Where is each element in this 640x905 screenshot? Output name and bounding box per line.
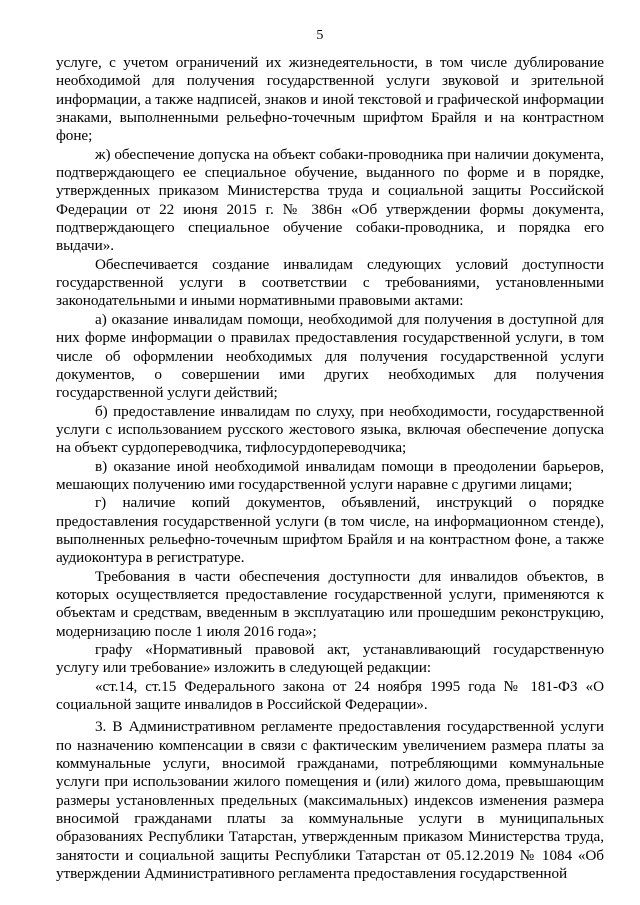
paragraph-law-reference: «ст.14, ст.15 Федерального закона от 24 ноября 1995 года № 181-ФЗ «О социальной защите инвалидов в Российской Федерации».: [56, 677, 604, 714]
document-body: [56, 54, 604, 883]
page-number: 5: [316, 28, 324, 43]
paragraph-item-b: б) предоставление инвалидам по слуху, при необходимости, государственной услуги с использованием русского жестового языка, включая обеспечение допуска на объект сурдопереводчика, тифлосурдопереводчика;: [56, 402, 604, 457]
paragraph-item-v: в) оказание иной необходимой инвалидам помощи в преодолении барьеров, мешающих получению ими государственной услуги наравне с другими лицами;: [56, 457, 604, 493]
paragraph-item-a: а) оказание инвалидам помощи, необходимой для получения в доступной для них форме информации о правилах предоставления государственной услуги, в том числе об оформлении необходимых для получения государственной услуги документов, о совершении ими других необходимых для получения государственной услуги действий;: [56, 310, 604, 402]
paragraph-accessibility-conditions: Обеспечивается создание инвалидам следующих условий доступности государственной услуги в соответствии с требованиями, установленными законодательными и иными нормативными правовыми актами:: [56, 255, 604, 310]
paragraph-item-zh: ж) обеспечение допуска на объект собаки-проводника при наличии документа, подтверждающего ее специальное обучение, выданного по форме и в порядке, утвержденных приказом Министерства труда и социальной защиты Российской Федерации от 22 июня 2015 г. № 386н «Об утверждении формы документа, подтверждающего специальное обучение собаки-проводника, и порядка его выдачи».: [56, 145, 604, 255]
paragraph-item-g: г) наличие копий документов, объявлений, инструкций о порядке предоставления государственной услуги (в том числе, на информационном стенде), выполненных рельефно-точечным шрифтом Брайля и на контрастном фоне, а также аудиоконтура в регистратуре.: [56, 494, 604, 567]
paragraph-section-3: 3. В Административном регламенте предоставления государственной услуги по назначению компенсации в связи с фактическим увеличением размера платы за коммунальные услуги, вносимой гражданами, потребляющими коммунальные услуги при использовании жилого помещения и (или) жилого дома, превышающим размеры установленных предельных (максимальных) индексов изменения размера вносимой гражданами платы за коммунальные услуги в муниципальных образованиях Республики Татарстан, утвержденным приказом Министерства труда, занятости и социальной защиты Республики Татарстан от 05.12.2019 № 1084 «Об утверждении Административного регламента предоставления государственной: [56, 718, 604, 883]
paragraph-continuation: услуге, с учетом ограничений их жизнедеятельности, в том числе дублирование необходимой для получения государственной услуги звуковой и зрительной информации, а также надписей, знаков и иной текстовой и графической информации знаками, выполненными рельефно-точечным шрифтом Брайля и на контрастном фоне;: [56, 54, 604, 145]
paragraph-requirements: Требования в части обеспечения доступности для инвалидов объектов, в которых осуществляется предоставление государственной услуги, применяются к объектам и средствам, введенным в эксплуатацию или прошедшим реконструкцию, модернизацию после 1 июля 2016 года»;: [56, 567, 604, 640]
paragraph-column-instruction: графу «Нормативный правовой акт, устанавливающий государственную услугу или требование» изложить в следующей редакции:: [56, 641, 604, 677]
